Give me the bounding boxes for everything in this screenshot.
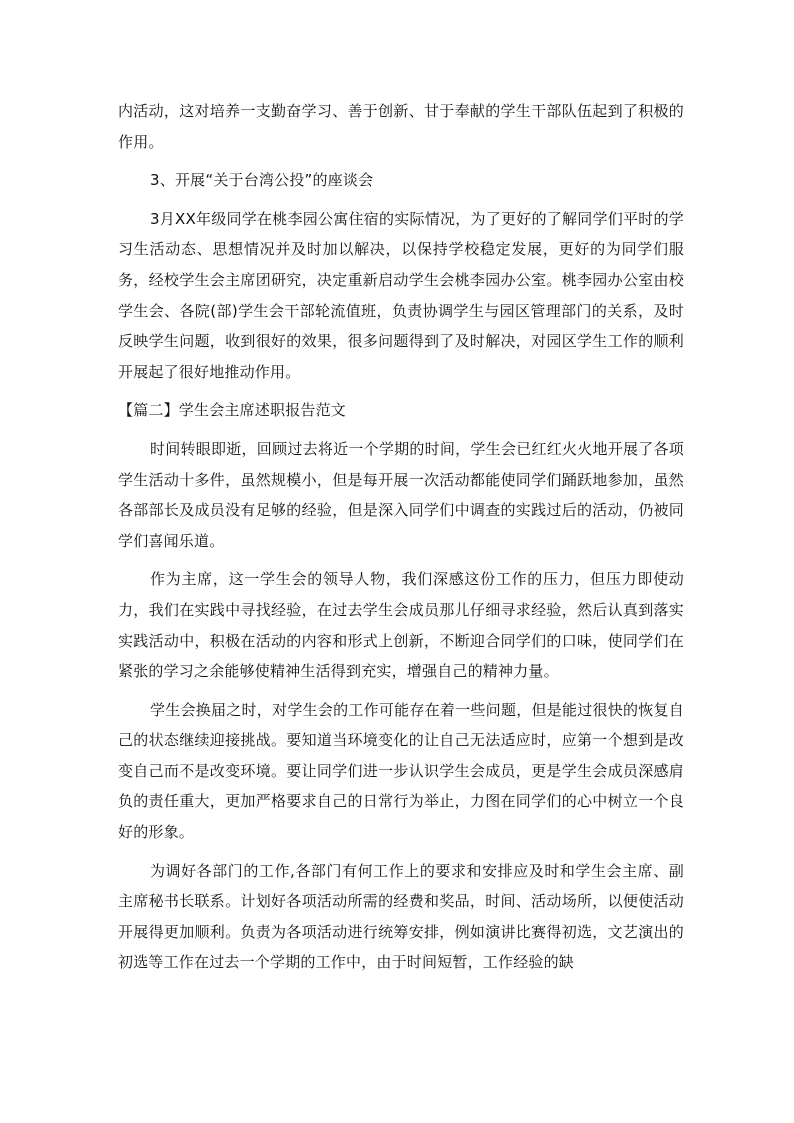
paragraph-3: 时间转眼即逝，回顾过去将近一个学期的时间，学生会已红红火火地开展了各项学生活动十多件，虽然规模小，但是每开展一次活动都能使同学们踊跃地参加，虽然各部部长及成员没有足够的经验，但是深入同学们中调查的实践过后的活动，仍被同学们喜闻乐道。	[118, 439, 684, 550]
paragraph-1: 内活动，这对培养一支勤奋学习、善于创新、甘于奉献的学生干部队伍起到了积极的作用。	[118, 102, 684, 151]
paragraph-6: 为调好各部门的工作,各部门有何工作上的要求和安排应及时和学生会主席、副主席秘书长联系。计划好各项活动所需的经费和奖品，时间、活动场所，以便使活动开展得更加顺利。负责为各项活动进行统筹安排，例如演讲比赛得初选，文艺演出的初选等工作在过去一个学期的工作中，由于时间短暂，工作经验的缺	[118, 861, 684, 972]
section-title: 【篇二】学生会主席述职报告范文	[118, 401, 347, 420]
paragraph-5: 学生会换届之时，对学生会的工作可能存在着一些问题，但是能过很快的恢复自己的状态继续迎接挑战。要知道当环境变化的让自己无法适应时，应第一个想到是改变自己而不是改变环境。要让同学们进一步认识学生会成员，更是学生会成员深感肩负的责任重大，更加严格要求自己的日常行为举止，力图在同学们的心中树立一个良好的形象。	[118, 700, 684, 842]
paragraph-4: 作为主席，这一学生会的领导人物，我们深感这份工作的压力，但压力即使动力，我们在实践中寻找经验，在过去学生会成员那儿仔细寻求经验，然后认真到落实实践活动中，积极在活动的内容和形式上创新，不断迎合同学们的口味，使同学们在紧张的学习之余能够使精神生活得到充实，增强自己的精神力量。	[118, 570, 684, 681]
paragraph-2: 3月XX年级同学在桃李园公寓住宿的实际情况，为了更好的了解同学们平时的学习生活动态、思想情况并及时加以解决，以保持学校稳定发展，更好的为同学们服务，经校学生会主席团研究，决定重新启动学生会桃李园办公室。桃李园办公室由校学生会、各院(部)学生会干部轮流值班，负责协调学生与园区管理部门的关系，及时反映学生问题，收到很好的效果，很多问题得到了及时解决，对园区学生工作的顺利开展起了很好地推动作用。	[118, 209, 684, 381]
subheading-3: 3、开展“关于台湾公投”的座谈会	[150, 171, 374, 190]
document-body	[118, 96, 684, 978]
